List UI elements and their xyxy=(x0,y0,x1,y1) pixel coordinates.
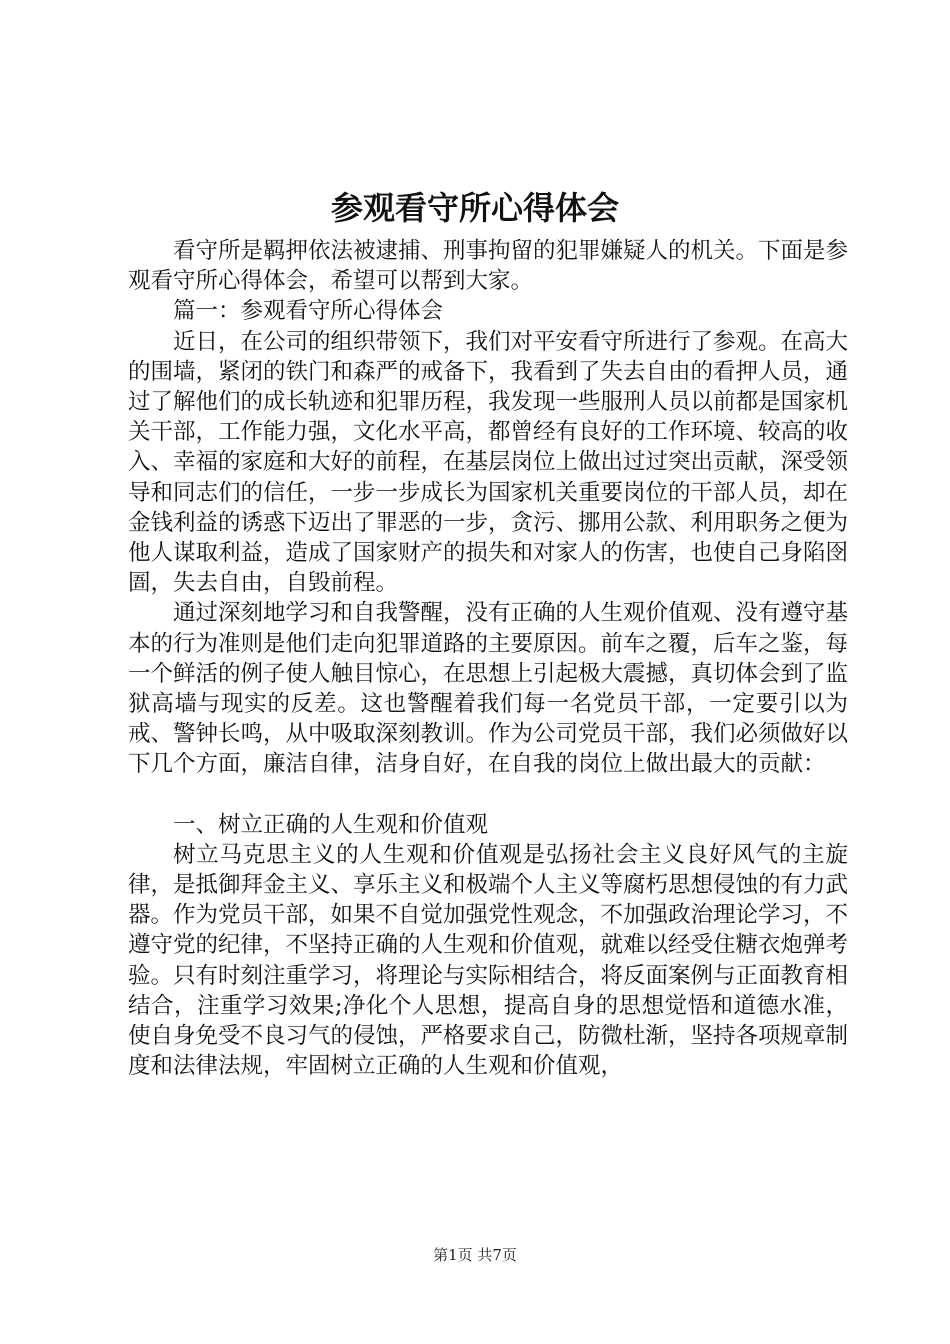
body-paragraph: 通过深刻地学习和自我警醒，没有正确的人生观价值观、没有遵守基本的行为准则是他们走向犯罪道路的主要原因。前车之覆，后车之鉴，每一个鲜活的例子使人触目惊心，在思想上引起极大震撼，真切体会到了监狱高墙与现实的反差。这也警醒着我们每一名党员干部，一定要引以为戒、警钟长鸣，从中吸取深刻教训。作为公司党员干部，我们必须做好以下几个方面，廉洁自律，洁身自好，在自我的岗位上做出最大的贡献： xyxy=(128,600,849,778)
document-title: 参观看守所心得体会 xyxy=(330,189,619,227)
intro-paragraph: 看守所是羁押依法被逮捕、刑事拘留的犯罪嫌疑人的机关。下面是参观看守所心得体会，希望可以帮到大家。 xyxy=(128,238,849,295)
section-heading-part-one: 篇一：参观看守所心得体会 xyxy=(173,298,444,325)
subsection-heading: 一、树立正确的人生观和价值观 xyxy=(173,811,489,838)
body-paragraph: 近日，在公司的组织带领下，我们对平安看守所进行了参观。在高大的围墙，紧闭的铁门和森严的戒备下，我看到了失去自由的看押人员，通过了解他们的成长轨迹和犯罪历程，我发现一些服刑人员以前都是国家机关干部，工作能力强，文化水平高，都曾经有良好的工作环境、较高的收入、幸福的家庭和大好的前程，在基层岗位上做出过过突出贡献，深受领导和同志们的信任，一步一步成长为国家机关重要岗位的干部人员，却在金钱利益的诱惑下迈出了罪恶的一步，贪污、挪用公款、利用职务之便为他人谋取利益，造成了国家财产的损失和对家人的伤害，也使自己身陷囹圄，失去自由，自毁前程。 xyxy=(128,328,849,597)
body-paragraph: 树立马克思主义的人生观和价值观是弘扬社会主义良好风气的主旋律，是抵御拜金主义、享乐主义和极端个人主义等腐朽思想侵蚀的有力武器。作为党员干部，如果不自觉加强党性观念，不加强政治理论学习，不遵守党的纪律，不坚持正确的人生观和价值观，就难以经受住糖衣炮弹考验。只有时刻注重学习，将理论与实际相结合，将反面案例与正面教育相结合，注重学习效果;净化个人思想，提高自身的思想觉悟和道德水准，使自身免受不良习气的侵蚀，严格要求自己，防微杜渐，坚持各项规章制度和法律法规，牢固树立正确的人生观和价值观， xyxy=(128,841,849,1080)
document-body xyxy=(128,236,848,1081)
page-number-footer: 第1页 共7页 xyxy=(433,1246,517,1264)
